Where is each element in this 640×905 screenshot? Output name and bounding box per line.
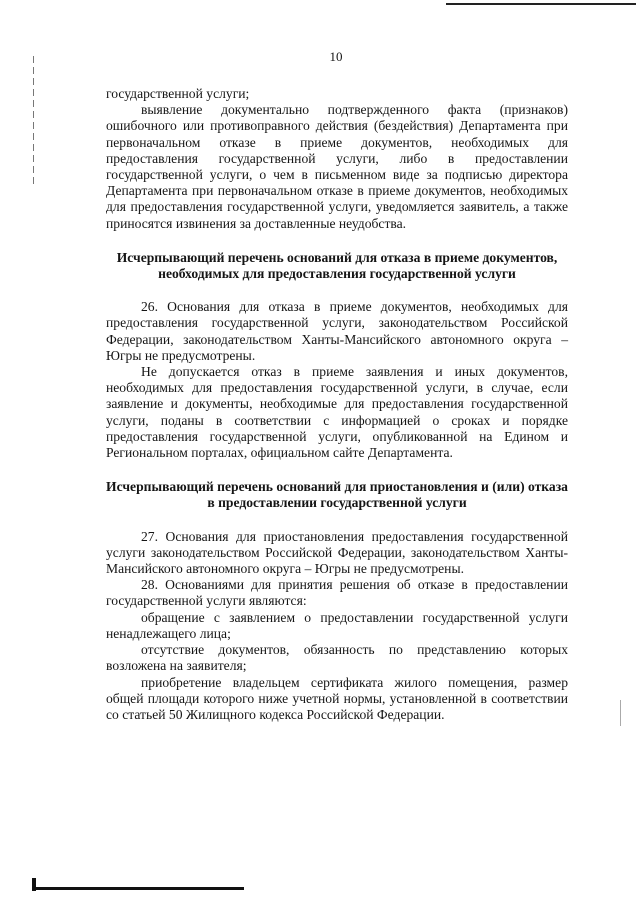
paragraph-26: 26. Основания для отказа в приеме документов, необходимых для предоставления государственной услуги, законодательством Российской Федерации, законодательством Ханты-Мансийского автономного округа – Югры не предусмотрены. — [106, 299, 568, 363]
paragraph-ground-missing-docs: отсутствие документов, обязанность по представлению которых возложена на заявителя; — [106, 642, 568, 674]
scan-bottom-bar — [34, 887, 244, 890]
paragraph-continuation: государственной услуги; — [106, 86, 250, 101]
paragraph-ground-improper-person: обращение с заявлением о предоставлении государственной услуги ненадлежащего лица; — [106, 609, 568, 641]
scan-margin-mark — [33, 56, 34, 188]
document-body — [106, 86, 568, 723]
scan-top-line — [446, 3, 636, 5]
paragraph-error-detection: выявление документально подтвержденного факта (признаков) ошибочного или противоправного действия (бездействия) Департамента при первоначальном отказе в приеме документов, необходимых для предоставления государственной услуги, либо в предоставлении государственной услуги, о чем в письменном виде за подписью директора Департамента при первоначальном отказе в приеме документов, необходимых для предоставления государственной услуги, уведомляется заявитель, а также приносятся извинения за доставленные неудобства. — [106, 102, 568, 231]
paragraph-no-refusal: Не допускается отказ в приеме заявления и иных документов, необходимых для предоставления государственной услуги, в случае, если заявление и документы, необходимые для предоставления государственной услуги, поданы в соответствии с информацией о сроках и порядке предоставления государственной услуги, опубликованной на Едином и Региональном порталах, официальном сайте Департамента. — [106, 364, 568, 461]
section-heading-suspension: Исчерпывающий перечень оснований для приостановления и (или) отказа в предоставлении государственной услуги — [106, 479, 568, 511]
paragraph-ground-area-norm: приобретение владельцем сертификата жилого помещения, размер общей площади которого ниже учетной нормы, установленной в соответствии со статьей 50 Жилищного кодекса Российской Федерации. — [106, 674, 568, 722]
paragraph-27: 27. Основания для приостановления предоставления государственной услуги законодательством Российской Федерации, законодательством Ханты-Мансийского автономного округа – Югры не предусмотрены. — [106, 528, 568, 577]
paragraph-28: 28. Основаниями для принятия решения об отказе в предоставлении государственной услуги являются: — [106, 577, 568, 609]
section-heading-refusal-docs: Исчерпывающий перечень оснований для отказа в приеме документов, необходимых для предоставления государственной услуги — [116, 249, 558, 282]
scan-speck — [620, 700, 621, 726]
page-number: 10 — [329, 49, 343, 64]
